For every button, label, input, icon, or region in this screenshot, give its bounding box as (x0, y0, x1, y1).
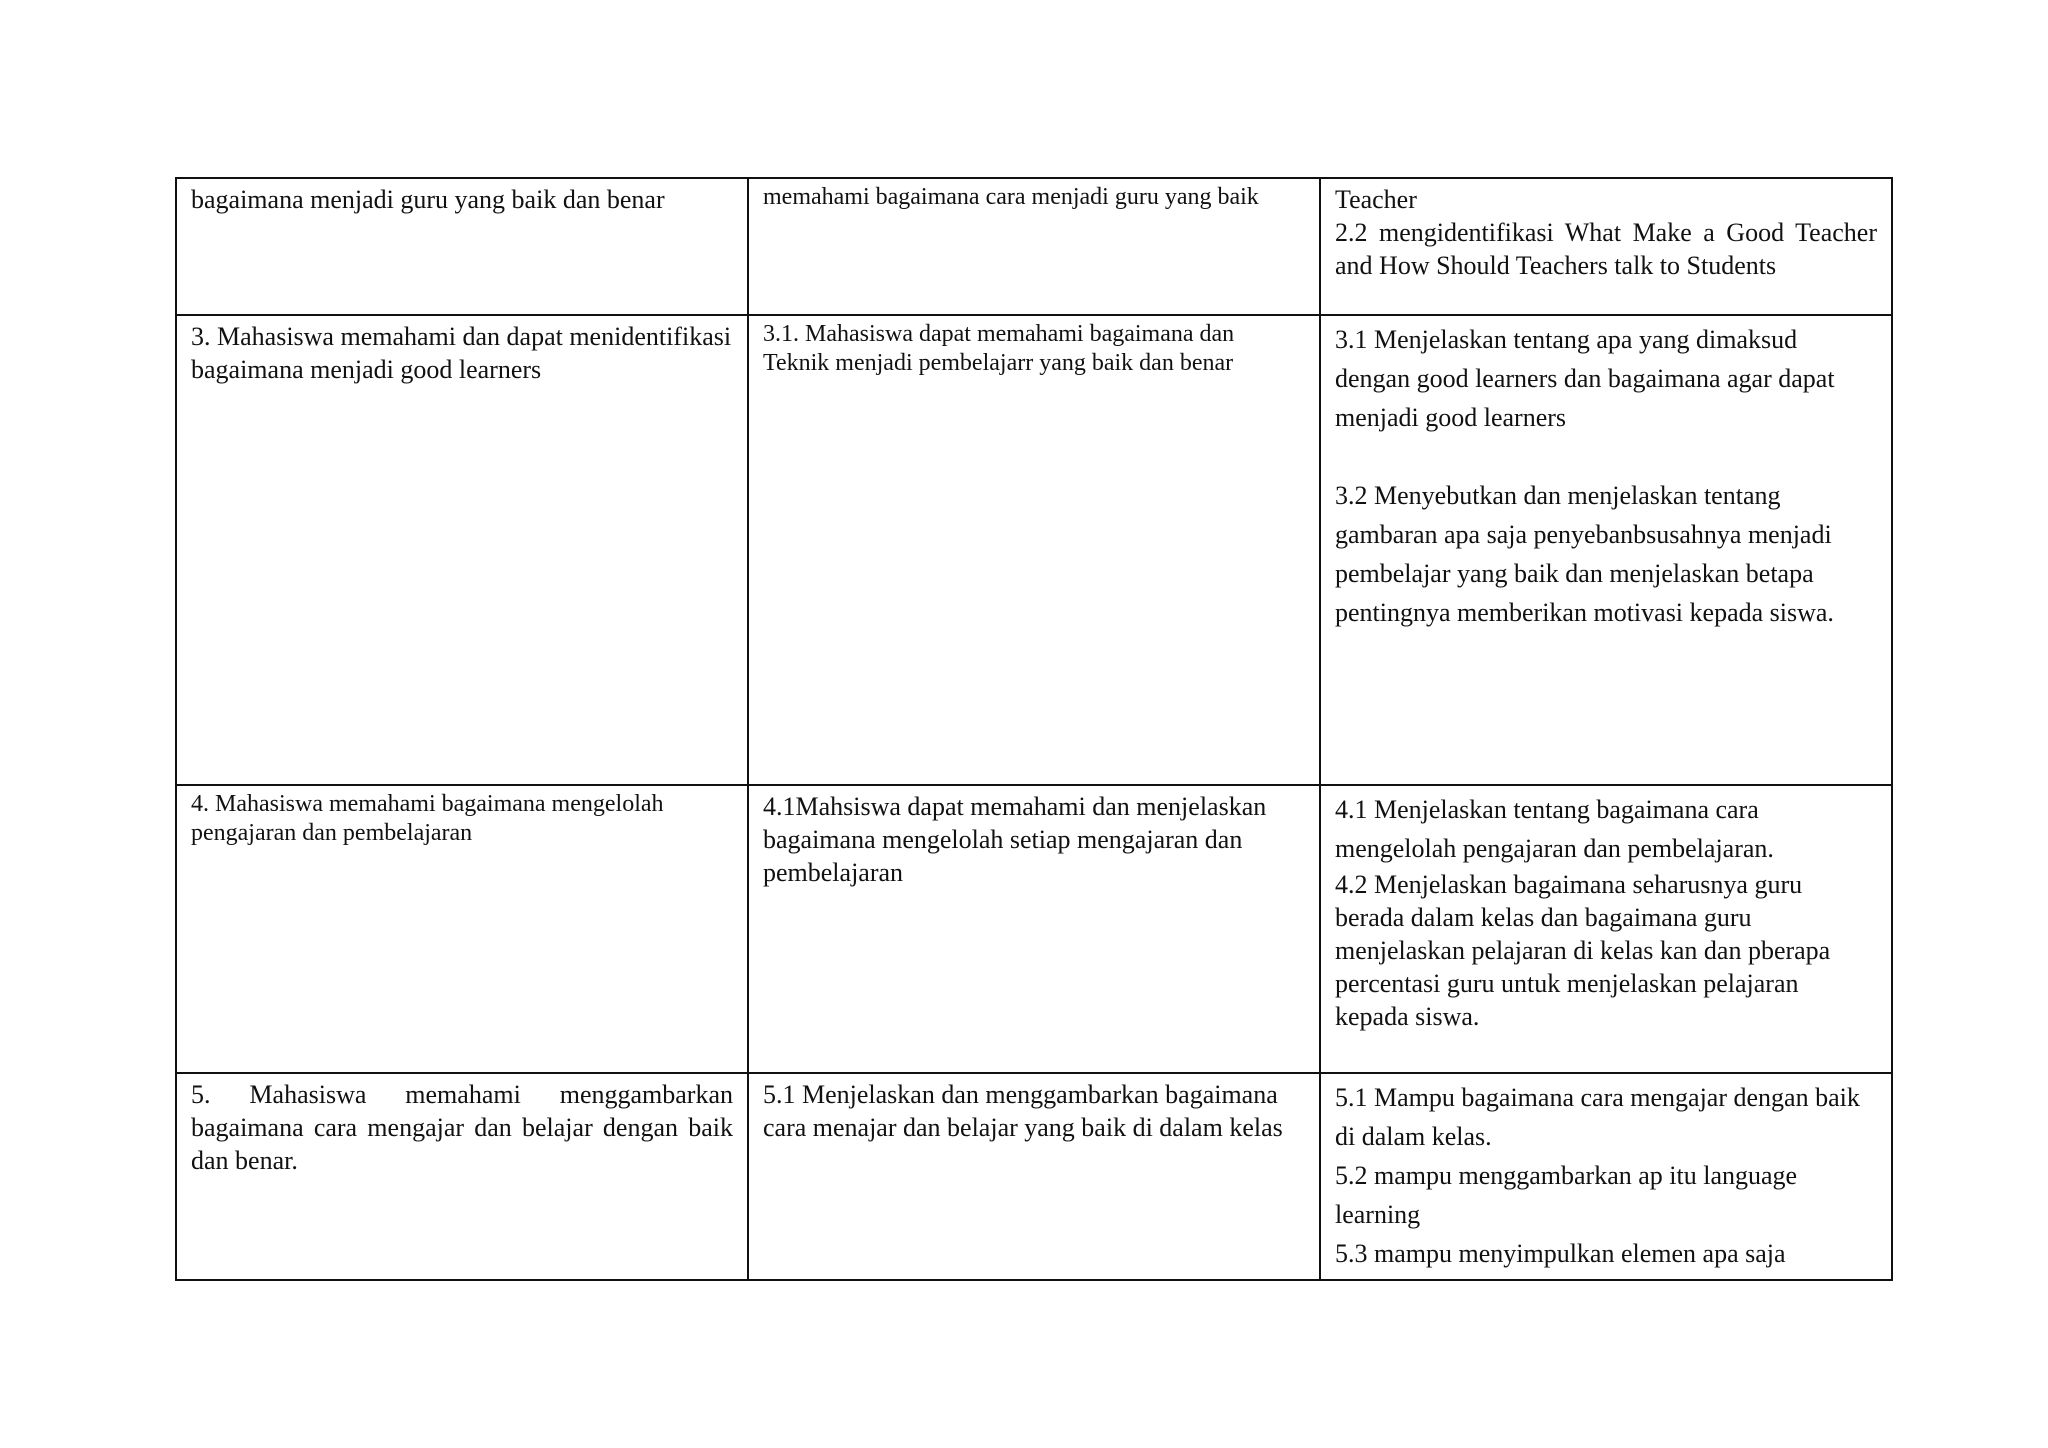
table-cell (176, 178, 748, 315)
cell-text: Teacher (1335, 185, 1417, 214)
cell-text: memahami bagaimana cara menjadi guru yang baik (763, 184, 1259, 210)
table-cell (176, 1073, 748, 1280)
cell-text: 2.2 mengidentifikasi What Make a Good Teacher and How Should Teachers talk to Students (1335, 218, 1877, 280)
cell-text: 5. Mahasiswa memahami menggambarkan bagaimana cara mengajar dan belajar dengan baik dan benar. (191, 1080, 733, 1175)
cell-text: 5.2 mampu menggambarkan ap itu language learning (1335, 1161, 1798, 1229)
table-row (176, 1073, 1892, 1280)
table-cell (748, 315, 1320, 785)
cell-text: 5.3 mampu menyimpulkan elemen apa saja (1335, 1239, 1786, 1268)
table-cell (176, 785, 748, 1073)
cell-text: 5.1 Mampu bagaimana cara mengajar dengan baik di dalam kelas. (1335, 1083, 1860, 1151)
cell-text: 4.2 Menjelaskan bagaimana seharusnya guru berada dalam kelas dan bagaimana guru menjelaskan pelajaran di kelas kan dan pberapa percentasi guru untuk menjelaskan pelajaran kepada siswa. (1335, 870, 1831, 1031)
table-cell (748, 785, 1320, 1073)
competency-table (175, 177, 1893, 1281)
table-cell (748, 178, 1320, 315)
table-cell (1320, 178, 1892, 315)
cell-text: bagaimana menjadi guru yang baik dan benar (191, 185, 665, 214)
table-cell (176, 315, 748, 785)
cell-text: 4. Mahasiswa memahami bagaimana mengelolah pengajaran dan pembelajaran (191, 791, 664, 846)
table-cell (1320, 785, 1892, 1073)
cell-text: 4.1Mahsiswa dapat memahami dan menjelaskan bagaimana mengelolah setiap mengajaran dan pembelajaran (763, 792, 1267, 887)
table-cell (1320, 315, 1892, 785)
table-cell (1320, 1073, 1892, 1280)
table-cell (748, 1073, 1320, 1280)
cell-text: 3. Mahasiswa memahami dan dapat menidentifikasi bagaimana menjadi good learners (191, 322, 732, 384)
cell-text: 3.1. Mahasiswa dapat memahami bagaimana dan Teknik menjadi pembelajarr yang baik dan benar (763, 321, 1235, 376)
cell-text: 3.2 Menyebutkan dan menjelaskan tentang gambaran apa saja penyebanbsusahnya menjadi pembelajar yang baik dan menjelaskan betapa pentingnya memberikan motivasi kepada siswa. (1335, 481, 1834, 627)
cell-text: 3.1 Menjelaskan tentang apa yang dimaksud dengan good learners dan bagaimana agar dapat menjadi good learners (1335, 325, 1835, 432)
table-row (176, 785, 1892, 1073)
cell-text: 4.1 Menjelaskan tentang bagaimana cara mengelolah pengajaran dan pembelajaran. (1335, 795, 1774, 863)
table-row (176, 315, 1892, 785)
paragraph-gap (1335, 437, 1877, 476)
cell-text: 5.1 Menjelaskan dan menggambarkan bagaimana cara menajar dan belajar yang baik di dalam kelas (763, 1080, 1283, 1142)
table-row (176, 178, 1892, 315)
